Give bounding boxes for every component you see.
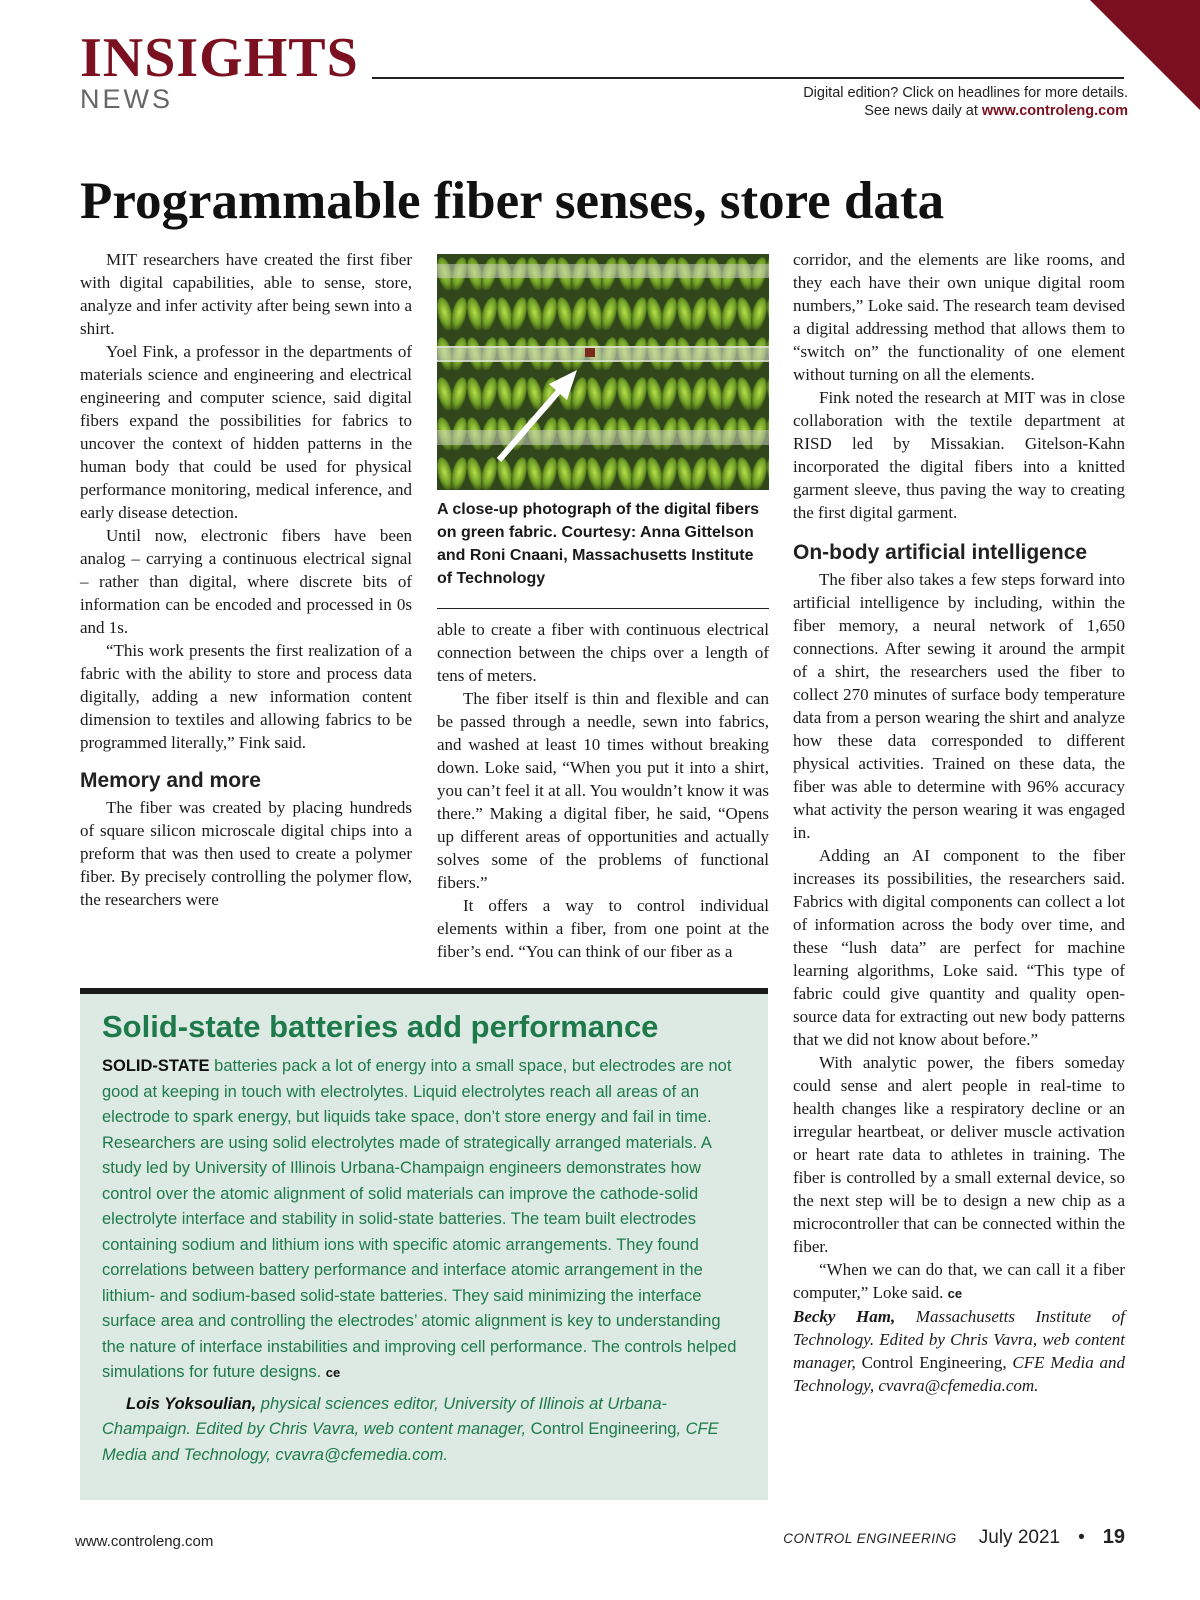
sidebar-box [80,988,768,1500]
end-mark-icon: ce [947,1286,963,1301]
sidebar-end-mark-icon: ce [325,1365,341,1380]
footer-bullet: • [1078,1527,1085,1548]
page-number: 19 [1102,1526,1125,1548]
article-paragraph: The fiber also takes a few steps forward into artificial intelligence by including, within the fiber memory, a neural network of 1,650 connections. After sewing it around the armpit of a shirt, the researchers used the fiber to collect 270 minutes of surface body temperature data from a person wearing the shirt and analyze how these data corresponded to different physical activities. Trained on these data, the fiber was able to determine with 96% accuracy what activity the person wearing it was engaged in. [793,570,1125,842]
sidebar-byline-publication: Control Engineering [530,1420,677,1438]
article-paragraph: Yoel Fink, a professor in the departments of materials science and engineering and electrical engineering and computer science, said digital fibers expand the possibilities for fabrics to uncover the context of hidden patterns in the human body that could be used for physical performance monitoring, medical inference, and early disease detection. [80,342,412,522]
section-subtitle: NEWS [80,84,173,114]
byline-text: Massachusetts Institute of Technology. Edited by Chris Vavra, web content manager, [793,1307,1125,1372]
footer-date: July 2021 [978,1527,1061,1548]
header-rule [372,77,1124,79]
article-paragraph: The fiber was created by placing hundreds of square silicon microscale digital chips into a preform that was then used to create a polymer fiber. By precisely controlling the polymer flow, the researchers were [80,798,412,909]
article-column-1 [80,248,412,911]
article-paragraph: able to create a fiber with continuous electrical connection between the chips over a length of tens of meters. [437,620,769,685]
website-link[interactable]: www.controleng.com [981,103,1128,119]
fiber-photo [437,254,769,490]
article-column-2 [437,618,769,963]
footer-publication: CONTROL ENGINEERING [783,1531,957,1546]
article-paragraph: Until now, electronic fibers have been analog – carrying a continuous electrical signal – rather than digital, where discrete bits of information can be encoded and processed in 0s and 1s. [80,526,412,637]
sidebar-byline-text: physical sciences editor, University of Illinois at Urbana-Champaign. Edited by Chris Vavra, web content manager, [102,1394,668,1438]
article-paragraph: corridor, and the elements are like rooms, and they each have their own unique digital room numbers,” Loke said. The research team devised a digital addressing method that allows them to “switch on” the functionality of one element without turning on all the elements. [793,250,1125,384]
fiber-photo-image [437,254,769,490]
sidebar-byline-text-2: , CFE Media and Technology, cvavra@cfemedia.com. [102,1420,719,1464]
byline-text-2: , CFE Media and Technology, cvavra@cfemedia.com. [793,1353,1125,1395]
sidebar-headline[interactable]: Solid-state batteries add performance [102,1009,659,1044]
sidebar-byline [102,1392,746,1469]
article-paragraph: MIT researchers have created the first fiber with digital capabilities, able to sense, store, analyze and infer activity after being sewn into a shirt. [80,250,412,338]
article-paragraph: The fiber itself is thin and flexible and can be passed through a needle, sewn into fabrics, and washed at least 10 times without breaking down. Loke said, “When you put it into a shirt, you can’t feel it at all. You wouldn’t know it was there.” Making a digital fiber, he said, “Opens up different areas of opportunities and actually solves some of the problems of functional fibers.” [437,689,769,892]
sidebar-byline-name: Lois Yoksoulian, [126,1394,257,1413]
article-paragraph: “This work presents the first realization of a fabric with the ability to store and process data digitally, adding a new information content dimension to textiles and allowing fabrics to be programmed literally,” Fink said. [80,641,412,752]
sidebar-text: batteries pack a lot of energy into a small space, but electrodes are not good at keeping in touch with electrolytes. Liquid electrolytes reach all areas of an electrode to spark energy, but liquids take space, don’t store energy and fail in time. Researchers are using solid electrolytes made of strategically arranged materials. A study led by University of Illinois Urbana-Champaign engineers demonstrates how control over the atomic alignment of solid materials can improve the cathode-solid electrolyte interface and stability in solid-state batteries. The team built electrodes containing sodium and lithium ions with specific atomic arrangements. They found correlations between battery performance and interface atomic arrangement in the lithium- and sodium-based solid-state batteries. They said minimizing the interface surface area and controlling the electrodes’ atomic alignment is key to understanding the nature of interface instabilities and improving cell performance. The controls helped simulations for future designs. [102,1057,737,1381]
article-column-3 [793,248,1125,1397]
article-headline[interactable]: Programmable fiber senses, store data [80,172,945,230]
article-paragraph: Fink noted the research at MIT was in close collaboration with the textile department at RISD led by Missakian. Gitelson-Kahn incorporated the digital fibers into a knitted garment sleeve, thus paving the way to creating the first digital garment. [793,388,1125,522]
sidebar-body [102,1054,746,1386]
caption-rule [437,608,769,609]
article-paragraph: It offers a way to control individual elements within a fiber, from one point at the fiber’s end. “You can think of our fiber as a [437,896,769,961]
article-last-sentence: “When we can do that, we can call it a fiber computer,” Loke said. [793,1260,1125,1302]
digital-line-1: Digital edition? Click on headlines for more details. [803,85,1128,101]
sidebar-lead: SOLID-STATE [102,1057,210,1075]
section-title: INSIGHTS [80,27,359,89]
byline-name: Becky Ham, [793,1307,896,1326]
byline-publication: Control Engineering [861,1353,1003,1372]
footer-folio [783,1526,1125,1549]
article-paragraph [793,1258,1125,1305]
footer-url[interactable]: www.controleng.com [75,1533,214,1550]
article-byline [793,1305,1125,1397]
digital-edition-note [803,84,1128,120]
photo-caption: A close-up photograph of the digital fibers on green fabric. Courtesy: Anna Gittelson and Roni Cnaani, Massachusetts Institute of Technology [437,501,760,587]
article-paragraph: With analytic power, the fibers someday could sense and alert people in real-time to health changes like a respiratory decline or an irregular heartbeat, or deliver muscle activation or heart rate data to athletes in training. The fiber is controlled by a small external device, so the next step will be to design a new chip as a microcontroller that can be connected within the fiber. [793,1053,1125,1256]
subhead-ai: On-body artificial intelligence [793,541,1088,564]
subhead-memory: Memory and more [80,769,261,792]
article-paragraph: Adding an AI component to the fiber increases its possibilities, the researchers said. Fabrics with digital components can collect a lot of information across the body over time, and these “lush data” are perfect for machine learning algorithms, Loke said. “This type of fabric could give quantity and quality open-source data for extracting out new body patterns that we did not know about before.” [793,846,1125,1049]
digital-line-2-prefix: See news daily at [864,103,982,119]
digital-line-2 [803,102,1128,120]
